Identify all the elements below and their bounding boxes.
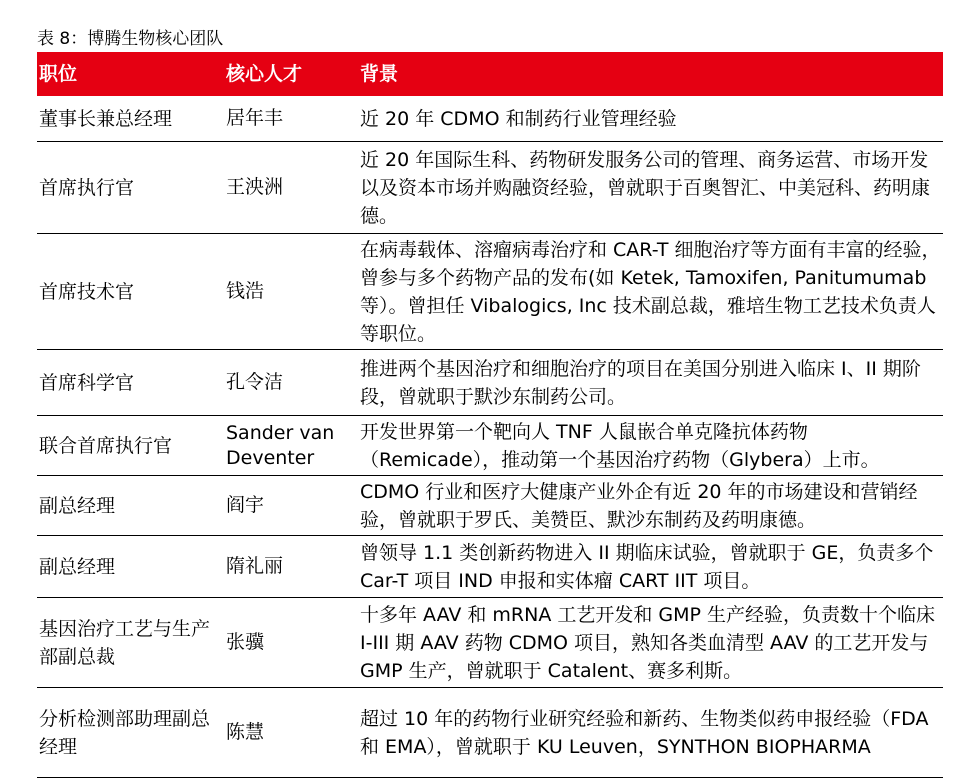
background-cell: 近 20 年 CDMO 和制药行业管理经验 <box>360 107 677 130</box>
position-cell: 首席技术官 <box>39 280 135 303</box>
table-row <box>37 416 943 476</box>
position-cell: 分析检测部助理副总经理 <box>39 707 211 758</box>
person-cell: Sander van Deventer <box>226 421 335 469</box>
table-row <box>37 350 943 416</box>
table-header <box>37 52 943 96</box>
person-cell: 王泱洲 <box>226 176 284 198</box>
position-cell: 副总经理 <box>39 555 116 578</box>
person-cell: 阎宇 <box>226 494 265 516</box>
position-cell: 副总经理 <box>39 494 116 517</box>
background-cell: 曾领导 1.1 类创新药物进入 II 期临床试验，曾就职于 GE，负责多个 Car-T 项目 IND 申报和实体瘤 CART IIT 项目。 <box>360 541 934 592</box>
table-row <box>37 536 943 598</box>
table-row <box>37 598 943 688</box>
table-row <box>37 476 943 536</box>
background-cell: 推进两个基因治疗和细胞治疗的项目在美国分别进入临床 I、II 期阶段，曾就职于默沙东制药公司。 <box>360 357 921 408</box>
position-cell: 联合首席执行官 <box>39 434 173 457</box>
table-row <box>37 234 943 350</box>
position-cell: 董事长兼总经理 <box>39 107 173 130</box>
background-cell: 超过 10 年的药物行业研究经验和新药、生物类似药申报经验（FDA 和 EMA），曾就职于 KU Leuven，SYNTHON BIOPHARMA <box>360 707 929 758</box>
background-cell: 十多年 AAV 和 mRNA 工艺开发和 GMP 生产经验，负责数十个临床 I-III 期 AAV 药物 CDMO 项目，熟知各类血清型 AAV 的工艺开发与 GMP 生产，曾就职于 Catalent、赛多利斯。 <box>360 603 936 682</box>
position-cell: 首席科学官 <box>39 371 135 394</box>
background-cell: CDMO 行业和医疗大健康产业外企有近 20 年的市场建设和营销经验，曾就职于罗氏、美赞臣、默沙东制药及药明康德。 <box>360 480 918 531</box>
position-cell: 首席执行官 <box>39 176 135 199</box>
core-team-table <box>37 52 943 778</box>
header-person: 核心人才 <box>226 63 303 85</box>
table-row <box>37 688 943 778</box>
table-row <box>37 96 943 142</box>
position-cell: 基因治疗工艺与生产部副总裁 <box>39 617 211 668</box>
header-background: 背景 <box>360 63 399 85</box>
person-cell: 张骥 <box>226 631 265 653</box>
table-row <box>37 142 943 234</box>
person-cell: 孔令洁 <box>226 371 284 393</box>
person-cell: 隋礼丽 <box>226 555 284 577</box>
header-position: 职位 <box>39 63 78 85</box>
background-cell: 近 20 年国际生科、药物研发服务公司的管理、商务运营、市场开发以及资本市场并购融资经验，曾就职于百奥智汇、中美冠科、药明康德。 <box>360 148 931 227</box>
person-cell: 居年丰 <box>226 107 284 129</box>
background-cell: 在病毒载体、溶瘤病毒治疗和 CAR-T 细胞治疗等方面有丰富的经验，曾参与多个药物产品的发布(如 Ketek, Tamoxifen, Panitumumab 等）。曾担任 Vibalogics, Inc 技术副总裁，雅培生物工艺技术负责人等职位。 <box>360 238 941 345</box>
table-caption: 表 8：博腾生物核心团队 <box>37 29 224 49</box>
person-cell: 钱浩 <box>226 280 265 302</box>
person-cell: 陈慧 <box>226 721 265 743</box>
background-cell: 开发世界第一个靶向人 TNF 人鼠嵌合单克隆抗体药物（Remicade），推动第一个基因治疗药物（Glybera）上市。 <box>360 420 880 471</box>
